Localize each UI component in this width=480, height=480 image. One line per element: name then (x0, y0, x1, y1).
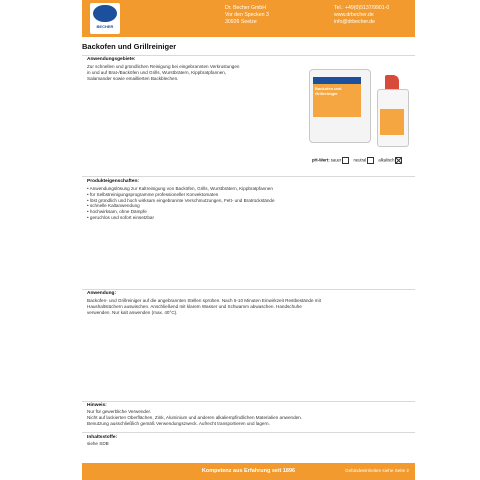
application-text (87, 298, 321, 315)
divider (82, 401, 415, 402)
divider (82, 55, 415, 56)
ph-option-label: sauer (330, 157, 342, 163)
product-image (307, 63, 414, 153)
company-logo (90, 3, 120, 34)
contact-phone: Tel.: +49(0)5137/9901-0 (334, 5, 390, 11)
divider (82, 289, 415, 290)
ph-checkbox-sauer (342, 157, 349, 164)
logo-text: BECHER (96, 24, 114, 29)
ph-checkbox-alkalisch (395, 157, 402, 164)
list-item: • löst gründlich und hoch wirksam eingebrannte Verschmutzungen, Fett- und Bratrückstände (87, 197, 275, 203)
canister-label-text: Backofen und Grillreiniger (315, 86, 342, 96)
company-name: Dr. Becher GmbH (225, 5, 266, 11)
product-title: Backofen und Grillreiniger (82, 42, 177, 51)
ph-indicator (312, 157, 405, 164)
list-item: • hochwirksam, ohne Dämpfe (87, 209, 147, 215)
usage-heading: Anwendungsgebiete: (87, 57, 136, 62)
logo-b-icon (93, 5, 117, 22)
notes-line: Benutzung ausschließlich gemäß Verwendungszweck. Aufrecht transportieren und lagern. (87, 420, 270, 426)
spray-bottle-label (380, 109, 404, 135)
properties-heading: Produkteigenschaften: (87, 179, 139, 184)
footer-note: Gebindeeinheiten siehe Seite 2 (345, 468, 409, 473)
divider (82, 176, 415, 177)
notes-text (87, 409, 302, 426)
divider (82, 432, 415, 433)
ph-checkbox-neutral (367, 157, 374, 164)
list-item: • schnelle Kaltanwendung (87, 203, 140, 209)
footer-slogan: Kompetenz aus Erfahrung seit 1896 (201, 468, 296, 474)
footer-bar (82, 463, 415, 480)
datasheet-page (82, 0, 415, 480)
notes-line: Nur für gewerbliche Verwender. (87, 409, 152, 414)
contact-email[interactable]: info@drbecher.de (334, 19, 376, 25)
canister-label-band (313, 77, 361, 84)
application-heading: Anwendung: (87, 291, 117, 296)
usage-text (87, 64, 239, 81)
contact-website[interactable]: www.drbecher.de (334, 12, 374, 18)
usage-line: in und auf Brat-/Backöfen und Grills, Wurstbrätern, Kippbratpfannen, (87, 69, 227, 75)
contents-text (87, 441, 109, 447)
ph-option-label: neutral (353, 157, 367, 163)
usage-line: Salamander sowie emaillierten Backblechen. (87, 75, 179, 81)
list-item: • geruchlos und sofort einsetzbar (87, 214, 154, 220)
notes-line: Nicht auf lackierten Oberflächen, Zink, Aluminium und anderen alkaliempfindlichen Materialien anwenden. (87, 414, 303, 420)
list-item: • für Selbstreinigungsprogramme professioneller Konvektomaten (87, 191, 219, 197)
company-contact (334, 5, 389, 26)
application-line: Haushaltstüchern auswischen. Anschließend mit klarem Wasser und Schwamm abwaschen. Handschuhe (87, 303, 302, 309)
application-line: verwenden. Nur kalt anwenden (max. 40°C). (87, 309, 178, 315)
company-street: Vor den Specken 3 (225, 12, 269, 18)
properties-list (87, 186, 275, 221)
company-city: 30926 Seelze (225, 19, 257, 25)
notes-heading: Hinweis: (87, 403, 107, 408)
ph-option-label: alkalisch (378, 157, 395, 163)
contents-line: siehe SDB (87, 441, 109, 446)
usage-line: Zur schnellen und gründlichen Reinigung bei eingebrannten Verkrustungen (87, 64, 240, 69)
list-item: • Anwendungslösung zur Kaltreinigung von Backöfen, Grills, Wurstbrätern, Kippbratpfannen (87, 186, 273, 191)
company-address (225, 5, 269, 26)
contents-heading: Inhaltsstoffe: (87, 435, 118, 440)
application-line: Backofen- und Grillreiniger auf die angebrannten Stellen sprühen. Nach 5-10 Minuten Einwirkzeit Restbestände mit (87, 298, 321, 303)
header-bar (82, 0, 415, 37)
ph-label: pH-Wert: (312, 157, 330, 163)
